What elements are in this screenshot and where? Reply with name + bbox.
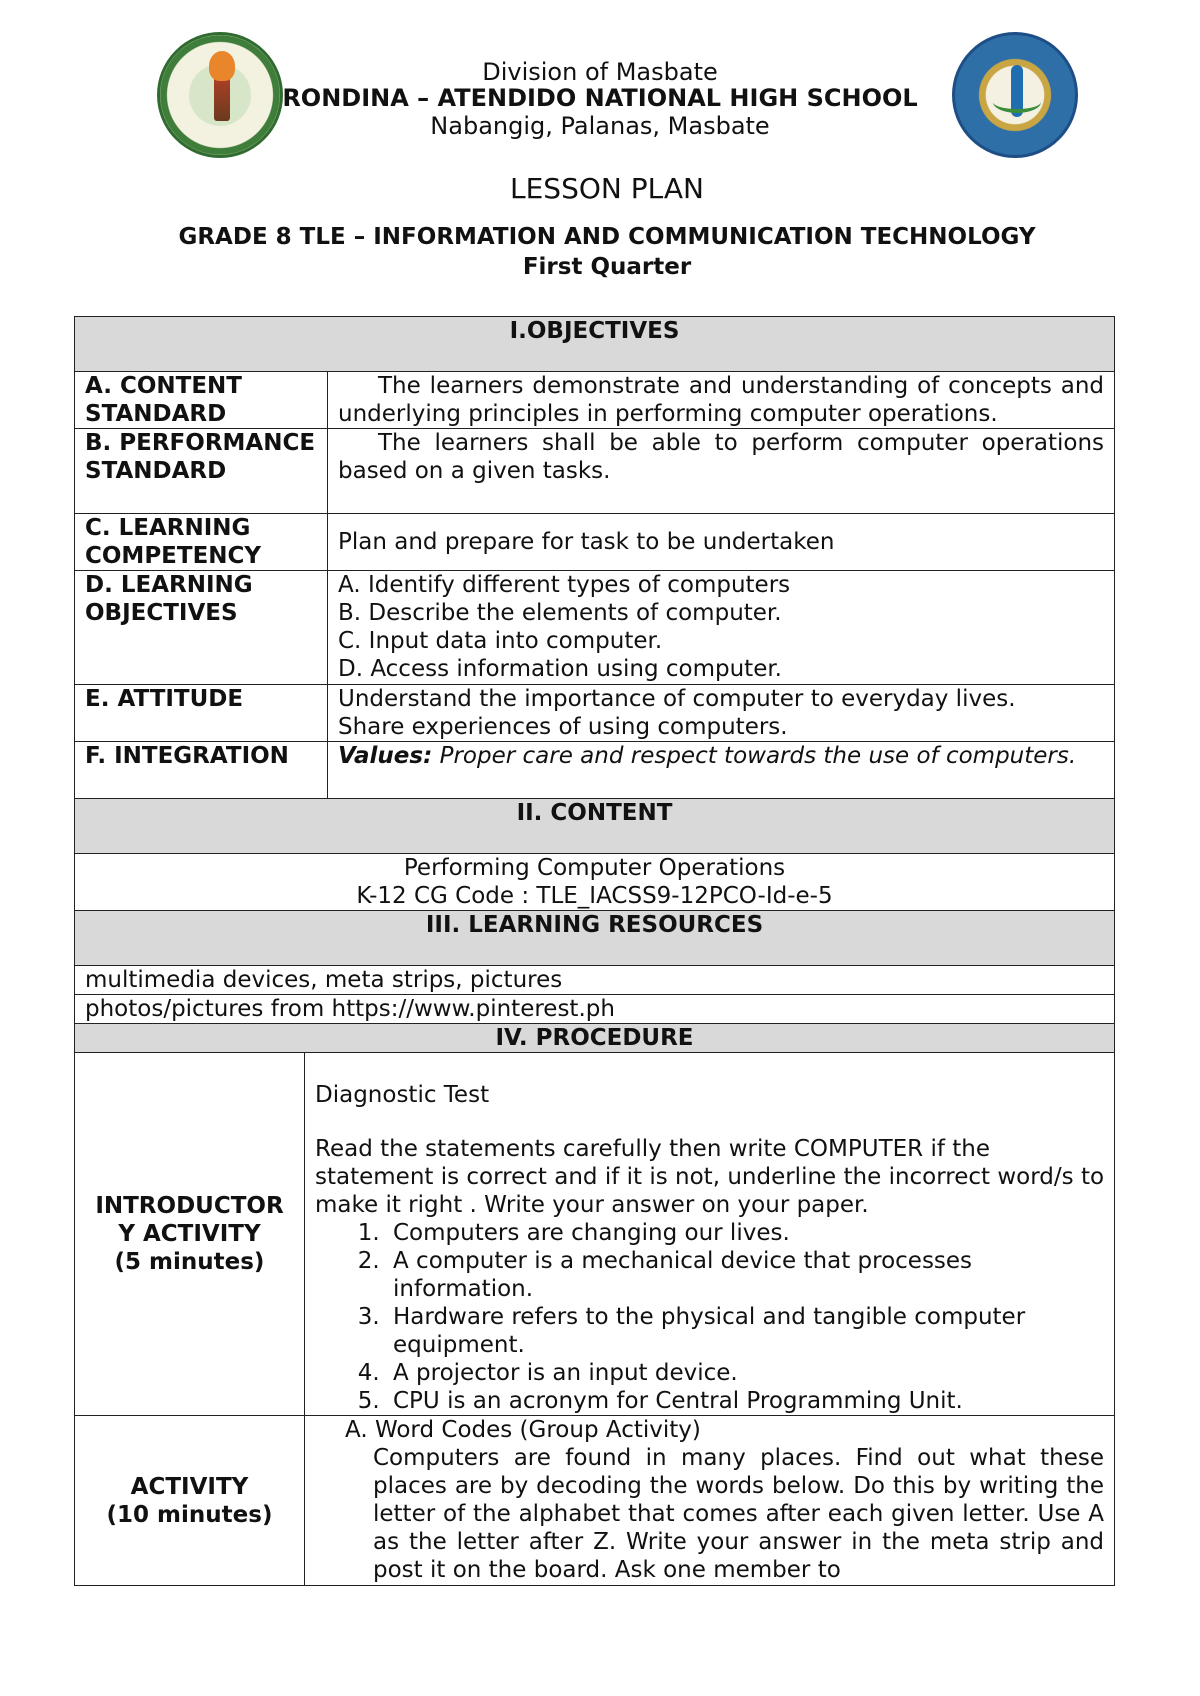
document-title: LESSON PLAN xyxy=(510,172,704,205)
letterhead xyxy=(0,30,1200,165)
activity-label-text: ACTIVITY xyxy=(130,1473,249,1500)
resource-item: multimedia devices, meta strips, pictures xyxy=(75,966,1115,995)
curriculum-code: K-12 CG Code : TLE_IACSS9-12PCO-Id-e-5 xyxy=(356,883,833,909)
resource-row xyxy=(75,995,1115,1024)
attitude-line: Share experiences of using computers. xyxy=(338,714,788,740)
performance-standard-text: The learners shall be able to perform computer operations based on a given tasks. xyxy=(328,429,1115,514)
introductory-label-line: Y ACTIVITY xyxy=(118,1221,261,1247)
learning-objective-item: A. Identify different types of computers xyxy=(338,572,791,598)
integration-row xyxy=(75,742,1115,799)
diagnostic-statements xyxy=(315,1219,1104,1415)
learning-competency-row xyxy=(75,514,1115,571)
diagnostic-statement: 4. A projector is an input device. xyxy=(387,1359,1104,1387)
learning-competency-label: C. LEARNING COMPETENCY xyxy=(75,514,328,571)
school-name: RONDINA – ATENDIDO NATIONAL HIGH SCHOOL xyxy=(282,84,918,112)
objectives-section xyxy=(75,317,1115,372)
learning-objective-item: D. Access information using computer. xyxy=(338,656,782,682)
introductory-activity-row xyxy=(75,1053,1115,1416)
resource-row xyxy=(75,966,1115,995)
subject-title: GRADE 8 TLE – INFORMATION AND COMMUNICATION TECHNOLOGY xyxy=(178,224,1036,250)
integration-text xyxy=(328,742,1115,799)
learning-objectives-label: D. LEARNING OBJECTIVES xyxy=(75,571,328,685)
values-label: Values: xyxy=(338,743,433,769)
activity-row xyxy=(75,1416,1115,1586)
activity-subtitle: A. Word Codes (Group Activity) xyxy=(345,1417,701,1443)
content-section xyxy=(75,799,1115,854)
learning-objective-item: C. Input data into computer. xyxy=(338,628,663,654)
content-standard-row xyxy=(75,372,1115,429)
performance-standard-label: B. PERFORMANCE STANDARD xyxy=(75,429,328,514)
activity-time: (10 minutes) xyxy=(106,1501,273,1528)
content-title: Performing Computer Operations xyxy=(403,855,786,881)
introductory-activity-label xyxy=(75,1053,305,1416)
introductory-time: (5 minutes) xyxy=(114,1249,265,1275)
content-row xyxy=(75,854,1115,911)
activity-label xyxy=(75,1416,305,1586)
content-text xyxy=(75,854,1115,911)
school-seal xyxy=(952,32,1078,158)
learning-objectives-row xyxy=(75,571,1115,685)
introductory-label-line: INTRODUCTOR xyxy=(95,1193,284,1219)
diagnostic-statement: 2. A computer is a mechanical device that processes information. xyxy=(387,1247,1104,1303)
school-address: Nabangig, Palanas, Masbate xyxy=(430,112,770,140)
division-name: Division of Masbate xyxy=(482,58,718,86)
content-heading: II. CONTENT xyxy=(75,799,1115,854)
introductory-activity-content xyxy=(305,1053,1115,1416)
content-standard-label: A. CONTENT STANDARD xyxy=(75,372,328,429)
activity-text: Computers are found in many places. Find out what these places are by decoding the words below. Do this by writing the letter of the alphabet that comes after each given letter. Use A as the letter after Z. Write your answer in the meta strip and post it on the board. Ask one member to xyxy=(373,1445,1105,1583)
diagnostic-statement: 5. CPU is an acronym for Central Programming Unit. xyxy=(387,1387,1104,1415)
objectives-heading: I.OBJECTIVES xyxy=(75,317,1115,372)
attitude-text xyxy=(328,685,1115,742)
diagnostic-instructions: Read the statements carefully then write COMPUTER if the statement is correct and if it is not, underline the incorrect word/s to make it right . Write your answer on your paper. xyxy=(315,1136,1105,1218)
diagnostic-test-title: Diagnostic Test xyxy=(315,1082,490,1108)
resources-section xyxy=(75,911,1115,966)
laurel-emblem xyxy=(993,91,1041,113)
performance-standard-row xyxy=(75,429,1115,514)
attitude-label: E. ATTITUDE xyxy=(75,685,328,742)
learning-objectives-list xyxy=(328,571,1115,685)
integration-label: F. INTEGRATION xyxy=(75,742,328,799)
diagnostic-statement: 3. Hardware refers to the physical and tangible computer equipment. xyxy=(387,1303,1104,1359)
values-text: Proper care and respect towards the use of computers. xyxy=(439,743,1077,769)
resource-item: photos/pictures from https://www.pinterest.ph xyxy=(75,995,1115,1024)
procedure-section xyxy=(75,1024,1115,1053)
attitude-line: Understand the importance of computer to everyday lives. xyxy=(338,686,1016,712)
attitude-row xyxy=(75,685,1115,742)
diagnostic-statement: 1. Computers are changing our lives. xyxy=(387,1219,1104,1247)
lesson-plan-table xyxy=(74,316,1115,1586)
quarter-label: First Quarter xyxy=(522,254,692,280)
activity-content xyxy=(305,1416,1115,1586)
learning-objective-item: B. Describe the elements of computer. xyxy=(338,600,782,626)
learning-competency-text: Plan and prepare for task to be undertaken xyxy=(328,514,1115,571)
content-standard-text: The learners demonstrate and understanding of concepts and underlying principles in performing computer operations. xyxy=(328,372,1115,429)
resources-heading: III. LEARNING RESOURCES xyxy=(75,911,1115,966)
procedure-heading: IV. PROCEDURE xyxy=(75,1024,1115,1053)
